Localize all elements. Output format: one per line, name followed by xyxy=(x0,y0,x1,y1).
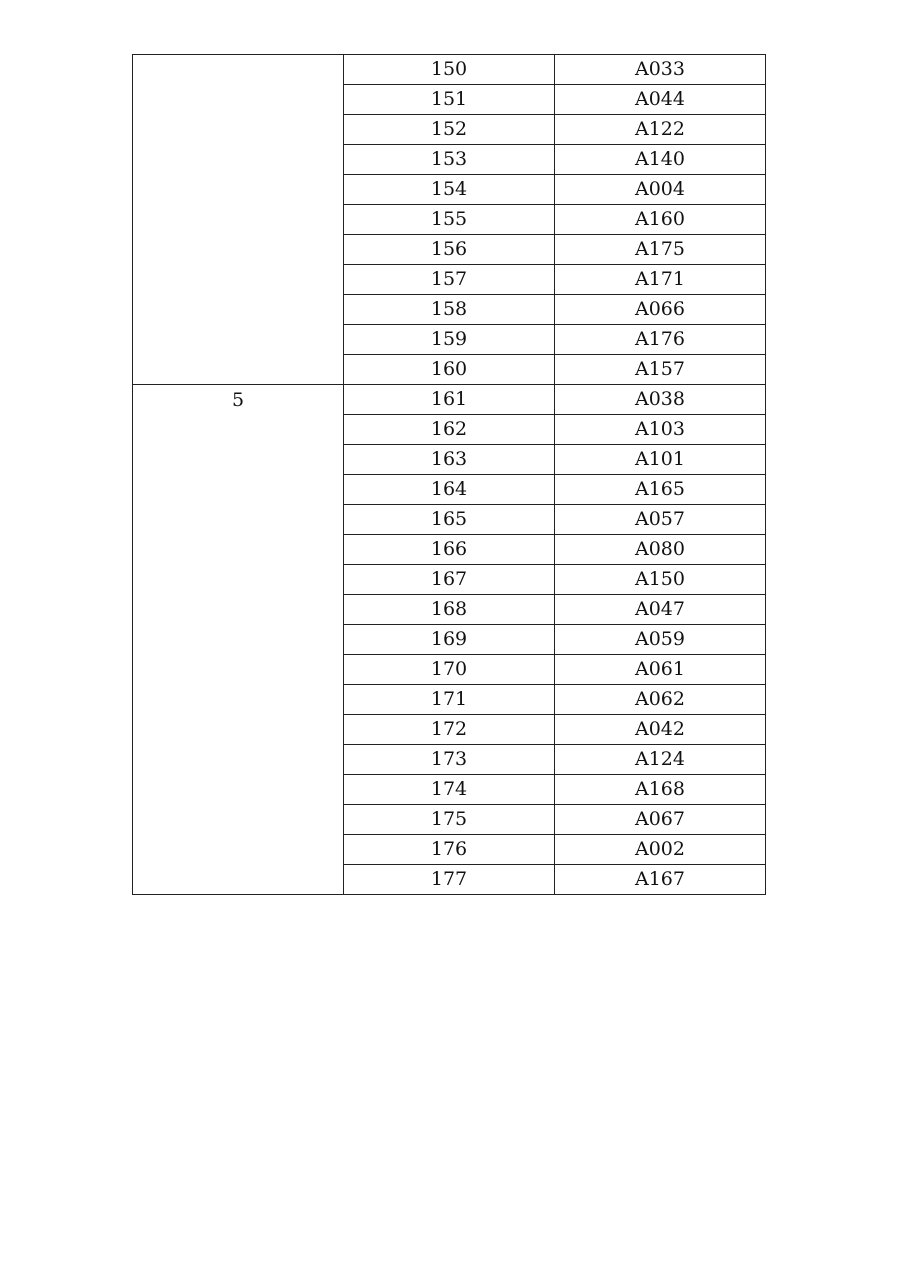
code-cell: A160 xyxy=(555,205,766,235)
row-number-cell: 166 xyxy=(344,535,555,565)
code-cell: A002 xyxy=(555,835,766,865)
row-number-cell: 172 xyxy=(344,715,555,745)
code-cell: A004 xyxy=(555,175,766,205)
code-cell: A044 xyxy=(555,85,766,115)
code-cell: A171 xyxy=(555,265,766,295)
code-cell: A033 xyxy=(555,55,766,85)
code-cell: A124 xyxy=(555,745,766,775)
document-table xyxy=(132,54,766,895)
code-cell: A165 xyxy=(555,475,766,505)
code-cell: A101 xyxy=(555,445,766,475)
row-number-cell: 153 xyxy=(344,145,555,175)
table-row xyxy=(133,385,766,415)
code-cell: A140 xyxy=(555,145,766,175)
code-cell: A150 xyxy=(555,565,766,595)
row-number-cell: 150 xyxy=(344,55,555,85)
table-body xyxy=(133,55,766,895)
row-number-cell: 160 xyxy=(344,355,555,385)
row-number-cell: 174 xyxy=(344,775,555,805)
code-cell: A066 xyxy=(555,295,766,325)
code-cell: A038 xyxy=(555,385,766,415)
code-cell: A176 xyxy=(555,325,766,355)
row-number-cell: 162 xyxy=(344,415,555,445)
code-cell: A122 xyxy=(555,115,766,145)
group-number-cell: 5 xyxy=(133,385,344,895)
code-cell: A047 xyxy=(555,595,766,625)
row-number-cell: 156 xyxy=(344,235,555,265)
row-number-cell: 170 xyxy=(344,655,555,685)
table-row xyxy=(133,55,766,85)
row-number-cell: 157 xyxy=(344,265,555,295)
row-number-cell: 175 xyxy=(344,805,555,835)
row-number-cell: 165 xyxy=(344,505,555,535)
row-number-cell: 169 xyxy=(344,625,555,655)
row-number-cell: 154 xyxy=(344,175,555,205)
code-cell: A059 xyxy=(555,625,766,655)
code-cell: A175 xyxy=(555,235,766,265)
row-number-cell: 163 xyxy=(344,445,555,475)
code-cell: A061 xyxy=(555,655,766,685)
row-number-cell: 155 xyxy=(344,205,555,235)
code-cell: A057 xyxy=(555,505,766,535)
code-cell: A168 xyxy=(555,775,766,805)
row-number-cell: 161 xyxy=(344,385,555,415)
group-number-cell xyxy=(133,55,344,385)
row-number-cell: 173 xyxy=(344,745,555,775)
code-cell: A062 xyxy=(555,685,766,715)
row-number-cell: 151 xyxy=(344,85,555,115)
row-number-cell: 159 xyxy=(344,325,555,355)
row-number-cell: 164 xyxy=(344,475,555,505)
code-cell: A067 xyxy=(555,805,766,835)
code-cell: A042 xyxy=(555,715,766,745)
row-number-cell: 152 xyxy=(344,115,555,145)
code-cell: A080 xyxy=(555,535,766,565)
row-number-cell: 158 xyxy=(344,295,555,325)
row-number-cell: 168 xyxy=(344,595,555,625)
code-cell: A103 xyxy=(555,415,766,445)
row-number-cell: 167 xyxy=(344,565,555,595)
code-cell: A157 xyxy=(555,355,766,385)
row-number-cell: 171 xyxy=(344,685,555,715)
code-cell: A167 xyxy=(555,865,766,895)
row-number-cell: 177 xyxy=(344,865,555,895)
row-number-cell: 176 xyxy=(344,835,555,865)
